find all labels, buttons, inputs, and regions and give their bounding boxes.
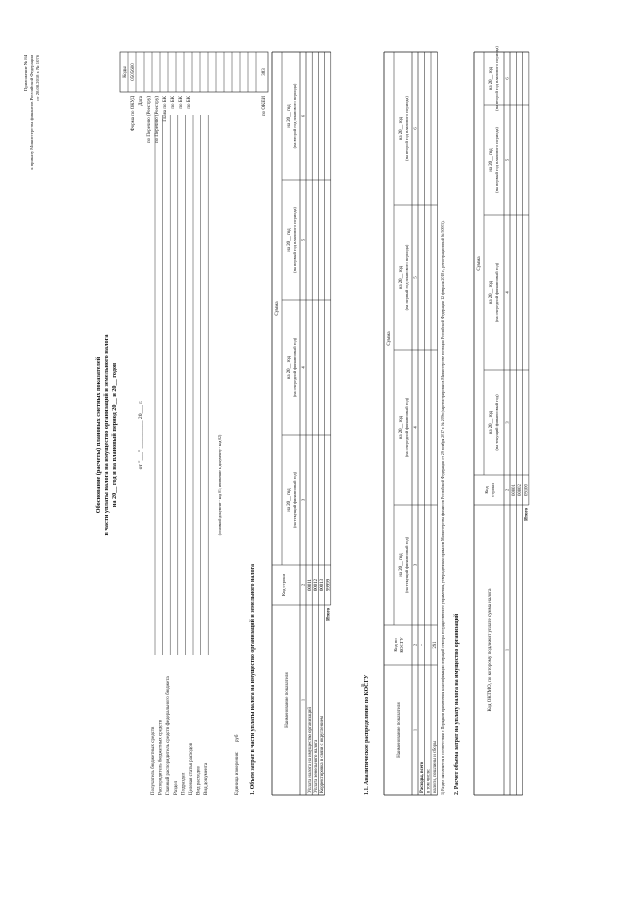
- column-header-period: (на текущий финансовый год): [404, 536, 409, 594]
- column-number: 2: [412, 643, 418, 647]
- requisite-label: Главный распорядитель средств федерального бюджета: [166, 676, 172, 795]
- column-header-period: (на первый год планового периода): [292, 207, 297, 273]
- unit-value: руб: [235, 734, 240, 742]
- requisite-label: Целевая статья расходов: [189, 742, 194, 795]
- section2-total-label: Итого: [524, 508, 530, 521]
- column-header-year: на 20__ год: [489, 148, 494, 172]
- column-header-year: на 20__ год: [287, 488, 292, 512]
- column-header-year: на 20__ год: [489, 66, 494, 91]
- footnote-text: 1) Раздел заполняется в соответствии с Порядком применения классификации операций сектора государственного управления, утвержденным приказом Министерства финансов Российской Федерации от 29 ноября 2017 г. № 209н (зарегистрирован в Министерстве юстиции Российской Федерации 12 февраля 2018 г., регистрационный № 50003).: [441, 220, 445, 795]
- column-header-year: на 20__ год: [399, 116, 404, 141]
- okei-code: 383: [262, 68, 267, 76]
- column-header-code: строки: [490, 483, 495, 497]
- column-header-code: Код: [484, 486, 489, 494]
- appendix-order-date: от 28.08.2018 г. № 1076: [35, 55, 40, 101]
- column-number: 3: [300, 498, 306, 502]
- column-header-period: (на первый год планового периода): [404, 244, 409, 311]
- column-header-code: КОСГУ: [399, 637, 404, 653]
- column-header-sum: Сумма: [275, 301, 280, 316]
- column-header-year: на 20__ год: [489, 410, 494, 435]
- bk-label-2: по БК: [179, 96, 184, 109]
- column-number: 2: [504, 488, 510, 492]
- column-number: 5: [504, 158, 510, 162]
- column-header-year: на 20__ год: [399, 415, 404, 440]
- column-number: 1: [412, 728, 418, 732]
- column-number: 6: [300, 114, 306, 118]
- column-header-name: Наименование показателя: [285, 672, 290, 728]
- section1-1-row-name: Расходы, всего: [420, 761, 425, 793]
- column-header-code: Код по: [393, 638, 398, 652]
- date-label: Дата: [139, 96, 144, 106]
- column-header-year: на 20__ год: [399, 553, 404, 577]
- title-date-line: от "___" __________ 20___ г.: [138, 400, 144, 470]
- section2-row-code: 00001: [511, 484, 517, 496]
- section1-row-name: Уплата земельного налога: [314, 739, 319, 793]
- section1-title: 1. Объем затрат в части уплаты налога на имущество организаций и земельного налога: [250, 564, 256, 795]
- section1-row-name: Корректировка в связи с округлением: [320, 716, 326, 793]
- requisite-label: Вид документа: [204, 762, 210, 795]
- column-number: 5: [412, 276, 418, 279]
- column-header-period: (на текущий финансовый год): [292, 471, 297, 529]
- doc-type-hint: (основной документ - код 01; изменение к документу - код 02): [218, 434, 222, 536]
- column-number: 4: [504, 291, 510, 294]
- column-header-period: (на текущий финансовый год): [494, 394, 499, 451]
- unit-label: Единица измерения:: [235, 751, 240, 795]
- column-number: 2: [300, 583, 306, 587]
- column-header-code: Код строки: [281, 574, 286, 596]
- column-header-period: (на второй год планового периода): [404, 96, 409, 161]
- requisite-label: Вид расходов: [196, 766, 202, 795]
- column-header-period: (на второй год планового периода): [292, 83, 297, 149]
- column-header-year: на 20__ год: [287, 355, 292, 380]
- section2-row-code: 00002: [518, 484, 524, 496]
- column-header-sum: Сумма: [477, 256, 482, 271]
- column-header-name: Код ОКТМО, по которому подлежит уплате сумма налога: [488, 588, 493, 712]
- codes-header: Коды: [123, 66, 128, 78]
- form-okud-code: 0505600: [131, 63, 136, 81]
- okei-label: по ОКЕИ: [262, 96, 267, 117]
- reestr-label-2: по Перечню (Реестру): [155, 96, 160, 144]
- column-header-sum: Сумма: [387, 331, 392, 346]
- column-header-period: (на первый год планового периода): [494, 127, 499, 193]
- requisite-label: Распорядитель бюджетных средств: [158, 719, 164, 795]
- section1-1-row-code: 291: [433, 641, 438, 649]
- column-header-period: (на очередной финансовый год): [494, 262, 499, 323]
- column-header-period: (на очередной финансовый год): [292, 337, 297, 398]
- column-header-year: на 20__ год: [287, 228, 292, 252]
- section1-1-footnote-mark: 1): [360, 683, 365, 687]
- section1-1-row-name: налоги, пошлины и сборы: [433, 740, 438, 793]
- column-number: 1: [300, 698, 306, 702]
- section1-total-label: Итого: [326, 608, 332, 621]
- column-header-year: на 20__ год: [287, 104, 292, 128]
- section1-row-code: 00013: [320, 579, 326, 591]
- section1-row-name: Уплата налога на имущество организаций: [307, 707, 313, 793]
- appendix-number: Приложение № 84: [23, 55, 28, 91]
- section1-row-code: 00011: [307, 579, 313, 591]
- section2-total-code: 09100: [524, 484, 530, 496]
- section1-row-code: 00012: [314, 579, 319, 591]
- column-header-year: на 20__ год: [399, 265, 404, 290]
- column-number: 1: [504, 648, 510, 652]
- form-okud-label: Форма по ОКУД: [131, 96, 136, 132]
- column-number: 5: [300, 238, 306, 242]
- column-number: 3: [412, 563, 418, 567]
- column-number: 3: [504, 421, 510, 424]
- column-header-period: (на второй год планового периода): [494, 46, 499, 111]
- appendix-order: к приказу Министерства финансов Российской Федерации: [29, 55, 34, 170]
- column-number: 4: [300, 366, 306, 369]
- column-number: 6: [412, 127, 418, 130]
- column-header-period: (на очередной финансовый год): [404, 397, 409, 458]
- title-line-1: Обоснование (расчеты) плановых сметных показателей: [95, 356, 102, 514]
- column-header-year: на 20__ год: [489, 280, 494, 305]
- section1-1-row-name: в том числе:: [426, 768, 432, 793]
- reestr-label-1: по Перечню (Реестру): [147, 96, 152, 144]
- bk-label-1: по БК: [171, 96, 176, 109]
- bk-label-3: по БК: [187, 96, 192, 109]
- column-header-name: Наименование показателя: [397, 702, 402, 758]
- column-number: 4: [412, 426, 418, 429]
- glava-bk-label: Глава по БК: [163, 96, 168, 122]
- section1-1-row-code: -: [420, 644, 425, 646]
- column-number: 6: [504, 77, 510, 80]
- section1-1-title: 1.1. Аналитическое распределение по КОСГУ: [364, 674, 370, 795]
- section2-title: 2. Расчет объема затрат на уплату налога на имущество организаций: [454, 613, 460, 795]
- requisite-label: Раздел: [173, 780, 179, 795]
- requisite-label: Получатель бюджетных средств: [151, 726, 156, 795]
- requisite-label: Подраздел: [181, 772, 187, 795]
- title-line-2: в части уплаты налога на имущество организаций и земельного налога: [103, 334, 110, 536]
- title-line-3: на 20__ год и на плановый период 20__ и 20__ годов: [111, 362, 118, 508]
- section1-total-code: 99999: [326, 579, 332, 591]
